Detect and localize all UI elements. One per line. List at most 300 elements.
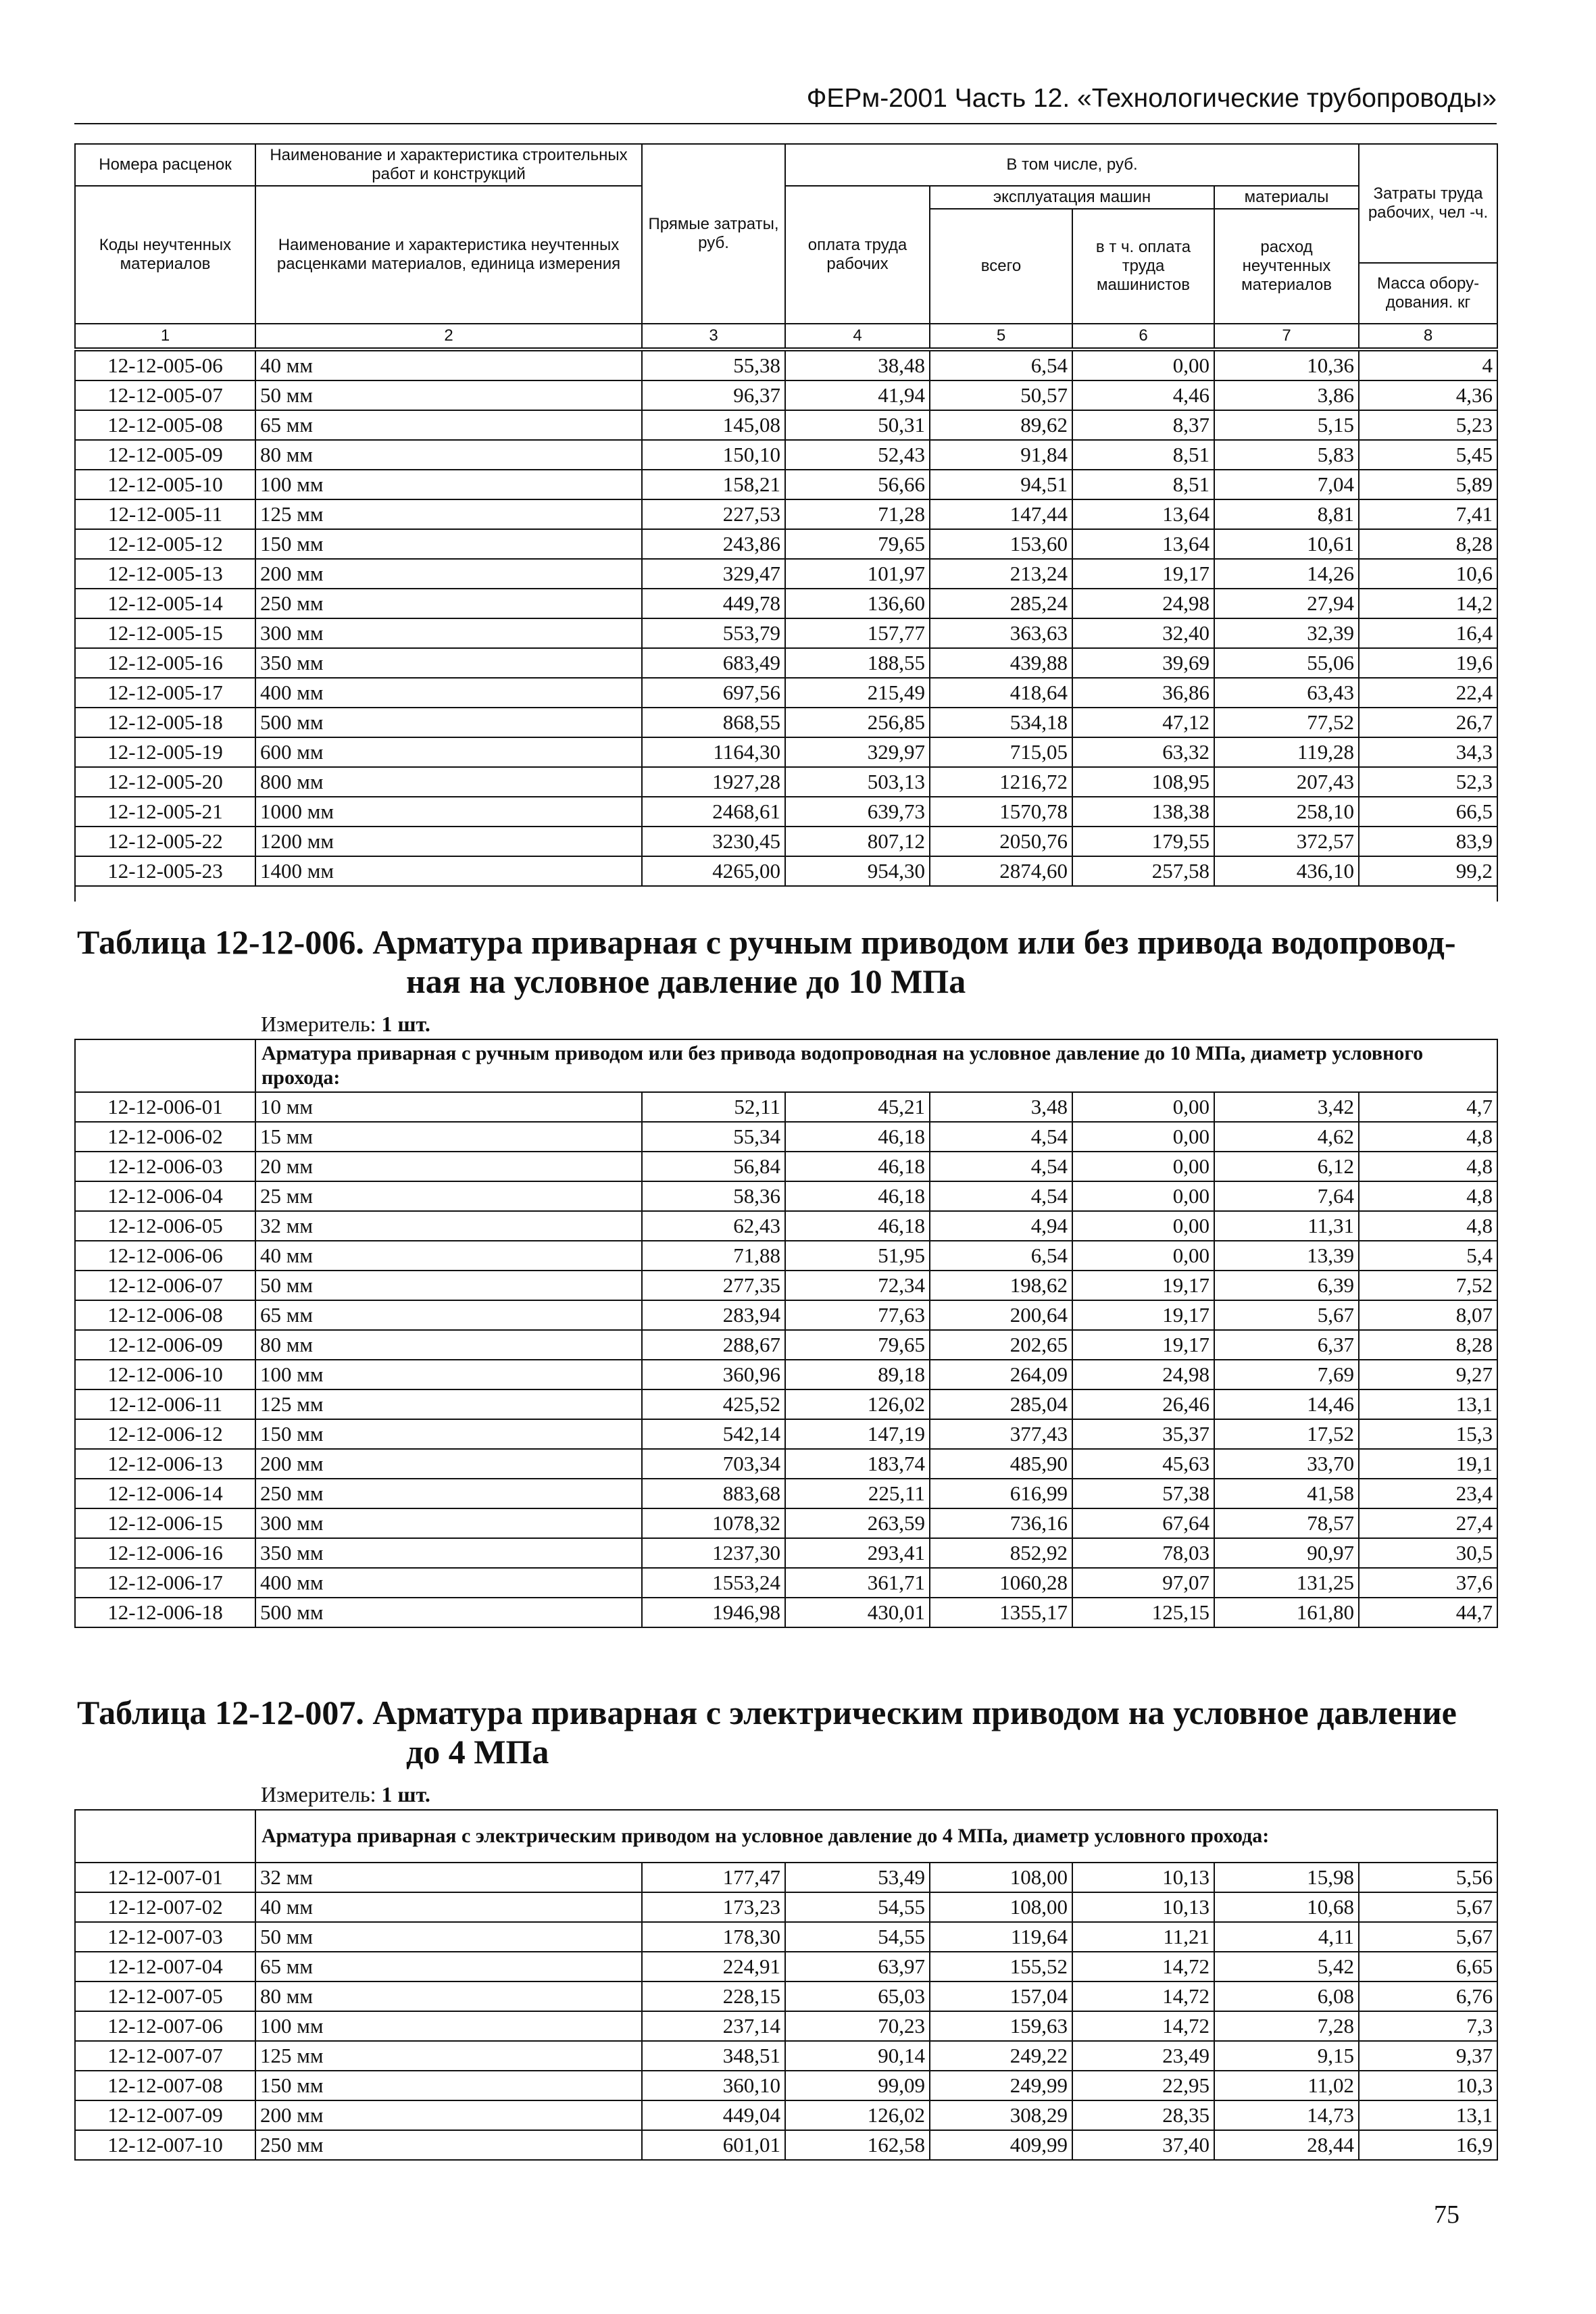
direct-costs: 62,43: [642, 1211, 785, 1241]
header-col6: в т ч. оплата труда машинистов: [1072, 209, 1214, 324]
group-code-cell: [75, 1810, 255, 1863]
machines-total: 147,44: [930, 499, 1072, 529]
direct-costs: 329,47: [642, 559, 785, 589]
machines-total: 264,09: [930, 1360, 1072, 1389]
labor-pay: 90,14: [785, 2041, 930, 2071]
table-12-12-007-block: [74, 1693, 1497, 2161]
labor-pay: 183,74: [785, 1449, 930, 1479]
labor-hours: 7,3: [1359, 2011, 1497, 2041]
machines-total: 439,88: [930, 648, 1072, 678]
machines-total: 249,99: [930, 2071, 1072, 2100]
machinist-pay: 108,95: [1072, 767, 1214, 797]
machines-total: 159,63: [930, 2011, 1072, 2041]
labor-hours: 4,8: [1359, 1122, 1497, 1152]
rate-code: 12-12-005-09: [75, 440, 255, 470]
rate-code: 12-12-006-11: [75, 1389, 255, 1419]
materials-cost: 119,28: [1214, 737, 1359, 767]
table-row: [75, 1568, 1497, 1598]
materials-cost: 3,86: [1214, 380, 1359, 410]
machinist-pay: 78,03: [1072, 1538, 1214, 1568]
machinist-pay: 4,46: [1072, 380, 1214, 410]
rate-code: 12-12-006-06: [75, 1241, 255, 1271]
rate-name: 350 мм: [255, 648, 642, 678]
rate-name: 100 мм: [255, 470, 642, 499]
direct-costs: 348,51: [642, 2041, 785, 2071]
materials-cost: 6,39: [1214, 1271, 1359, 1300]
rate-name: 1000 мм: [255, 797, 642, 827]
rate-name: 65 мм: [255, 1300, 642, 1330]
labor-pay: 46,18: [785, 1181, 930, 1211]
header-col4: оплата труда рабочих: [785, 186, 930, 324]
labor-pay: 188,55: [785, 648, 930, 678]
machinist-pay: 0,00: [1072, 1211, 1214, 1241]
materials-cost: 7,69: [1214, 1360, 1359, 1389]
measure-line: [261, 1010, 1497, 1037]
column-number: 5: [930, 324, 1072, 348]
rate-code: 12-12-005-19: [75, 737, 255, 767]
rate-code: 12-12-007-08: [75, 2071, 255, 2100]
labor-pay: 54,55: [785, 1892, 930, 1922]
machinist-pay: 24,98: [1072, 1360, 1214, 1389]
rate-name: 10 мм: [255, 1092, 642, 1122]
machinist-pay: 14,72: [1072, 2011, 1214, 2041]
rate-code: 12-12-006-08: [75, 1300, 255, 1330]
materials-cost: 7,64: [1214, 1181, 1359, 1211]
rate-name: 100 мм: [255, 2011, 642, 2041]
labor-pay: 126,02: [785, 2100, 930, 2130]
column-number: 4: [785, 324, 930, 348]
direct-costs: 601,01: [642, 2130, 785, 2160]
labor-hours: 10,6: [1359, 559, 1497, 589]
table-row: [75, 1389, 1497, 1419]
labor-hours: 15,3: [1359, 1419, 1497, 1449]
direct-costs: 425,52: [642, 1389, 785, 1419]
machinist-pay: 179,55: [1072, 827, 1214, 856]
rate-name: 150 мм: [255, 2071, 642, 2100]
table-12-12-006: [74, 1039, 1498, 1628]
rate-name: 100 мм: [255, 1360, 642, 1389]
machinist-pay: 0,00: [1072, 1092, 1214, 1122]
labor-pay: 54,55: [785, 1922, 930, 1952]
table-row: [75, 1922, 1497, 1952]
materials-cost: 6,08: [1214, 1981, 1359, 2011]
table-row: [75, 1419, 1497, 1449]
header-materials: материалы: [1214, 186, 1359, 209]
machines-total: 153,60: [930, 529, 1072, 559]
rate-code: 12-12-005-22: [75, 827, 255, 856]
machinist-pay: 14,72: [1072, 1981, 1214, 2011]
labor-pay: 215,49: [785, 678, 930, 708]
direct-costs: 58,36: [642, 1181, 785, 1211]
rate-name: 250 мм: [255, 589, 642, 618]
machines-total: 1355,17: [930, 1598, 1072, 1627]
rate-code: 12-12-005-11: [75, 499, 255, 529]
machines-total: 200,64: [930, 1300, 1072, 1330]
materials-cost: 32,39: [1214, 618, 1359, 648]
machines-total: 715,05: [930, 737, 1072, 767]
labor-pay: 136,60: [785, 589, 930, 618]
labor-pay: 72,34: [785, 1271, 930, 1300]
rate-code: 12-12-005-10: [75, 470, 255, 499]
labor-pay: 503,13: [785, 767, 930, 797]
direct-costs: 1078,32: [642, 1508, 785, 1538]
machinist-pay: 14,72: [1072, 1952, 1214, 1981]
table-row: [75, 678, 1497, 708]
rate-code: 12-12-006-14: [75, 1479, 255, 1508]
rate-name: 1200 мм: [255, 827, 642, 856]
rate-name: 350 мм: [255, 1538, 642, 1568]
direct-costs: 56,84: [642, 1152, 785, 1181]
table-row: [75, 410, 1497, 440]
direct-costs: 55,38: [642, 351, 785, 380]
machines-total: 94,51: [930, 470, 1072, 499]
header-rule: [74, 123, 1497, 124]
direct-costs: 277,35: [642, 1271, 785, 1300]
table-spacer-cell: [75, 886, 1497, 902]
rate-code: 12-12-006-05: [75, 1211, 255, 1241]
table-row: [75, 1211, 1497, 1241]
labor-pay: 162,58: [785, 2130, 930, 2160]
table-row: [75, 618, 1497, 648]
machinist-pay: 39,69: [1072, 648, 1214, 678]
direct-costs: 883,68: [642, 1479, 785, 1508]
labor-hours: 19,6: [1359, 648, 1497, 678]
labor-pay: 56,66: [785, 470, 930, 499]
rate-name: 80 мм: [255, 1330, 642, 1360]
machinist-pay: 13,64: [1072, 499, 1214, 529]
direct-costs: 449,04: [642, 2100, 785, 2130]
rate-code: 12-12-005-21: [75, 797, 255, 827]
machinist-pay: 138,38: [1072, 797, 1214, 827]
materials-cost: 63,43: [1214, 678, 1359, 708]
machinist-pay: 19,17: [1072, 1300, 1214, 1330]
labor-pay: 65,03: [785, 1981, 930, 2011]
rate-name: 40 мм: [255, 351, 642, 380]
labor-hours: 4,8: [1359, 1152, 1497, 1181]
direct-costs: 1237,30: [642, 1538, 785, 1568]
rate-code: 12-12-007-01: [75, 1863, 255, 1892]
labor-hours: 4,8: [1359, 1181, 1497, 1211]
rate-code: 12-12-006-03: [75, 1152, 255, 1181]
labor-hours: 5,89: [1359, 470, 1497, 499]
machines-total: 3,48: [930, 1092, 1072, 1122]
direct-costs: 158,21: [642, 470, 785, 499]
labor-hours: 16,4: [1359, 618, 1497, 648]
materials-cost: 4,62: [1214, 1122, 1359, 1152]
rate-code: 12-12-005-14: [75, 589, 255, 618]
direct-costs: 360,96: [642, 1360, 785, 1389]
table-row: [75, 529, 1497, 559]
labor-pay: 70,23: [785, 2011, 930, 2041]
rate-name: 32 мм: [255, 1863, 642, 1892]
rate-code: 12-12-007-06: [75, 2011, 255, 2041]
machines-total: 2874,60: [930, 856, 1072, 886]
labor-pay: 71,28: [785, 499, 930, 529]
labor-pay: 807,12: [785, 827, 930, 856]
table-title-line2: ная на условное давление до 10 МПа: [406, 962, 966, 1000]
rate-code: 12-12-006-12: [75, 1419, 255, 1449]
labor-hours: 9,37: [1359, 2041, 1497, 2071]
direct-costs: 178,30: [642, 1922, 785, 1952]
measure-label: Измеритель:: [261, 1782, 376, 1806]
rate-name: 125 мм: [255, 2041, 642, 2071]
rate-code: 12-12-005-23: [75, 856, 255, 886]
machines-total: 155,52: [930, 1952, 1072, 1981]
rate-code: 12-12-006-17: [75, 1568, 255, 1598]
machines-total: 363,63: [930, 618, 1072, 648]
labor-pay: 38,48: [785, 351, 930, 380]
materials-cost: 161,80: [1214, 1598, 1359, 1627]
machines-total: 157,04: [930, 1981, 1072, 2011]
materials-cost: 77,52: [1214, 708, 1359, 737]
labor-hours: 4,8: [1359, 1211, 1497, 1241]
table-row: [75, 2130, 1497, 2160]
rate-name: 1400 мм: [255, 856, 642, 886]
materials-cost: 90,97: [1214, 1538, 1359, 1568]
rate-name: 500 мм: [255, 708, 642, 737]
rate-name: 15 мм: [255, 1122, 642, 1152]
machinist-pay: 47,12: [1072, 708, 1214, 737]
materials-cost: 5,15: [1214, 410, 1359, 440]
materials-cost: 131,25: [1214, 1568, 1359, 1598]
direct-costs: 1946,98: [642, 1598, 785, 1627]
machines-total: 50,57: [930, 380, 1072, 410]
rate-name: 200 мм: [255, 1449, 642, 1479]
rate-code: 12-12-006-01: [75, 1092, 255, 1122]
rate-code: 12-12-007-10: [75, 2130, 255, 2160]
materials-cost: 5,42: [1214, 1952, 1359, 1981]
materials-cost: 5,67: [1214, 1300, 1359, 1330]
labor-hours: 4: [1359, 351, 1497, 380]
materials-cost: 258,10: [1214, 797, 1359, 827]
labor-hours: 27,4: [1359, 1508, 1497, 1538]
table-row: [75, 559, 1497, 589]
labor-hours: 30,5: [1359, 1538, 1497, 1568]
labor-hours: 6,76: [1359, 1981, 1497, 2011]
table-row: [75, 1122, 1497, 1152]
direct-costs: 71,88: [642, 1241, 785, 1271]
direct-costs: 283,94: [642, 1300, 785, 1330]
labor-pay: 147,19: [785, 1419, 930, 1449]
labor-hours: 83,9: [1359, 827, 1497, 856]
table-row: [75, 827, 1497, 856]
direct-costs: 237,14: [642, 2011, 785, 2041]
direct-costs: 243,86: [642, 529, 785, 559]
machines-total: 89,62: [930, 410, 1072, 440]
rate-code: 12-12-005-12: [75, 529, 255, 559]
rate-name: 500 мм: [255, 1598, 642, 1627]
materials-cost: 372,57: [1214, 827, 1359, 856]
materials-cost: 33,70: [1214, 1449, 1359, 1479]
column-number: 8: [1359, 324, 1497, 348]
rate-code: 12-12-005-17: [75, 678, 255, 708]
machinist-pay: 257,58: [1072, 856, 1214, 886]
rate-name: 20 мм: [255, 1152, 642, 1181]
table-row: [75, 589, 1497, 618]
labor-pay: 52,43: [785, 440, 930, 470]
machines-total: 6,54: [930, 1241, 1072, 1271]
rate-name: 50 мм: [255, 380, 642, 410]
group-description: Арматура приварная с электрическим приводом на условное давление до 4 МПа, диаметр условного прохода:: [255, 1810, 1497, 1863]
rate-name: 40 мм: [255, 1241, 642, 1271]
rate-name: 50 мм: [255, 1271, 642, 1300]
labor-hours: 4,36: [1359, 380, 1497, 410]
machinist-pay: 8,37: [1072, 410, 1214, 440]
direct-costs: 145,08: [642, 410, 785, 440]
rate-name: 200 мм: [255, 559, 642, 589]
table-row: [75, 2041, 1497, 2071]
column-number: 6: [1072, 324, 1214, 348]
measure-value: 1 шт.: [381, 1012, 430, 1036]
materials-cost: 28,44: [1214, 2130, 1359, 2160]
group-code-cell: [75, 1039, 255, 1092]
machines-total: 852,92: [930, 1538, 1072, 1568]
direct-costs: 228,15: [642, 1981, 785, 2011]
machinist-pay: 19,17: [1072, 1271, 1214, 1300]
machines-total: 409,99: [930, 2130, 1072, 2160]
rate-code: 12-12-005-15: [75, 618, 255, 648]
labor-pay: 51,95: [785, 1241, 930, 1271]
header-col5: всего: [930, 209, 1072, 324]
materials-cost: 7,28: [1214, 2011, 1359, 2041]
labor-pay: 329,97: [785, 737, 930, 767]
machines-total: 249,22: [930, 2041, 1072, 2071]
labor-hours: 34,3: [1359, 737, 1497, 767]
column-header-table: [74, 143, 1498, 349]
direct-costs: 224,91: [642, 1952, 785, 1981]
labor-pay: 157,77: [785, 618, 930, 648]
labor-pay: 46,18: [785, 1211, 930, 1241]
labor-pay: 50,31: [785, 410, 930, 440]
labor-hours: 7,41: [1359, 499, 1497, 529]
materials-cost: 4,11: [1214, 1922, 1359, 1952]
rate-name: 600 мм: [255, 737, 642, 767]
labor-hours: 4,7: [1359, 1092, 1497, 1122]
machines-total: 285,24: [930, 589, 1072, 618]
materials-cost: 207,43: [1214, 767, 1359, 797]
rate-name: 250 мм: [255, 1479, 642, 1508]
materials-cost: 41,58: [1214, 1479, 1359, 1508]
machinist-pay: 10,13: [1072, 1892, 1214, 1922]
materials-cost: 17,52: [1214, 1419, 1359, 1449]
machinist-pay: 45,63: [1072, 1449, 1214, 1479]
table-row: [75, 351, 1497, 380]
materials-cost: 5,83: [1214, 440, 1359, 470]
machinist-pay: 13,64: [1072, 529, 1214, 559]
machines-total: 4,54: [930, 1122, 1072, 1152]
machines-total: 6,54: [930, 351, 1072, 380]
machinist-pay: 63,32: [1072, 737, 1214, 767]
machines-total: 308,29: [930, 2100, 1072, 2130]
machines-total: 4,54: [930, 1152, 1072, 1181]
labor-hours: 16,9: [1359, 2130, 1497, 2160]
direct-costs: 55,34: [642, 1122, 785, 1152]
machines-total: 418,64: [930, 678, 1072, 708]
table-title-line1: Таблица 12-12-007. Арматура приварная с электрическим приводом на условное давление: [77, 1694, 1457, 1731]
materials-cost: 6,37: [1214, 1330, 1359, 1360]
materials-cost: 10,61: [1214, 529, 1359, 559]
document-page: [74, 0, 1497, 2314]
table-spacer-row: [75, 886, 1497, 902]
labor-hours: 5,45: [1359, 440, 1497, 470]
rate-code: 12-12-006-02: [75, 1122, 255, 1152]
materials-cost: 27,94: [1214, 589, 1359, 618]
table-title: [74, 1693, 1497, 1771]
rate-code: 12-12-005-16: [75, 648, 255, 678]
table-12-12-006-block: [74, 922, 1497, 1628]
direct-costs: 360,10: [642, 2071, 785, 2100]
rate-code: 12-12-006-13: [75, 1449, 255, 1479]
labor-pay: 639,73: [785, 797, 930, 827]
header-col8-top: Затраты труда рабочих, чел -ч.: [1359, 144, 1497, 263]
table-row: [75, 767, 1497, 797]
labor-pay: 101,97: [785, 559, 930, 589]
table-row: [75, 1863, 1497, 1892]
materials-cost: 9,15: [1214, 2041, 1359, 2071]
rate-code: 12-12-005-13: [75, 559, 255, 589]
table-row: [75, 2100, 1497, 2130]
machinist-pay: 0,00: [1072, 1181, 1214, 1211]
materials-cost: 15,98: [1214, 1863, 1359, 1892]
labor-pay: 63,97: [785, 1952, 930, 1981]
materials-cost: 10,68: [1214, 1892, 1359, 1922]
materials-cost: 14,46: [1214, 1389, 1359, 1419]
labor-pay: 99,09: [785, 2071, 930, 2100]
rate-code: 12-12-005-08: [75, 410, 255, 440]
machinist-pay: 57,38: [1072, 1479, 1214, 1508]
rate-name: 150 мм: [255, 529, 642, 559]
page-number: 75: [1434, 2200, 1460, 2229]
labor-hours: 13,1: [1359, 1389, 1497, 1419]
materials-cost: 14,26: [1214, 559, 1359, 589]
labor-pay: 77,63: [785, 1300, 930, 1330]
direct-costs: 553,79: [642, 618, 785, 648]
labor-pay: 430,01: [785, 1598, 930, 1627]
machinist-pay: 26,46: [1072, 1389, 1214, 1419]
direct-costs: 703,34: [642, 1449, 785, 1479]
rate-name: 65 мм: [255, 1952, 642, 1981]
machinist-pay: 19,17: [1072, 1330, 1214, 1360]
labor-hours: 8,28: [1359, 529, 1497, 559]
labor-hours: 9,27: [1359, 1360, 1497, 1389]
direct-costs: 288,67: [642, 1330, 785, 1360]
table-row: [75, 1271, 1497, 1300]
rate-code: 12-12-006-16: [75, 1538, 255, 1568]
table-row: [75, 1300, 1497, 1330]
rate-code: 12-12-006-09: [75, 1330, 255, 1360]
direct-costs: 683,49: [642, 648, 785, 678]
labor-hours: 26,7: [1359, 708, 1497, 737]
table-row: [75, 1092, 1497, 1122]
rate-code: 12-12-007-07: [75, 2041, 255, 2071]
machines-total: 1570,78: [930, 797, 1072, 827]
table-row: [75, 1181, 1497, 1211]
labor-hours: 66,5: [1359, 797, 1497, 827]
table-row: [75, 797, 1497, 827]
materials-cost: 14,73: [1214, 2100, 1359, 2130]
direct-costs: 1927,28: [642, 767, 785, 797]
measure-label: Измеритель:: [261, 1012, 376, 1036]
table-12-12-005: [74, 350, 1498, 902]
column-number: 2: [255, 324, 642, 348]
machinist-pay: 8,51: [1072, 470, 1214, 499]
header-col1-top: Номера расценок: [75, 144, 255, 186]
direct-costs: 4265,00: [642, 856, 785, 886]
rate-code: 12-12-007-03: [75, 1922, 255, 1952]
rate-name: 400 мм: [255, 1568, 642, 1598]
machinist-pay: 0,00: [1072, 1241, 1214, 1271]
direct-costs: 177,47: [642, 1863, 785, 1892]
